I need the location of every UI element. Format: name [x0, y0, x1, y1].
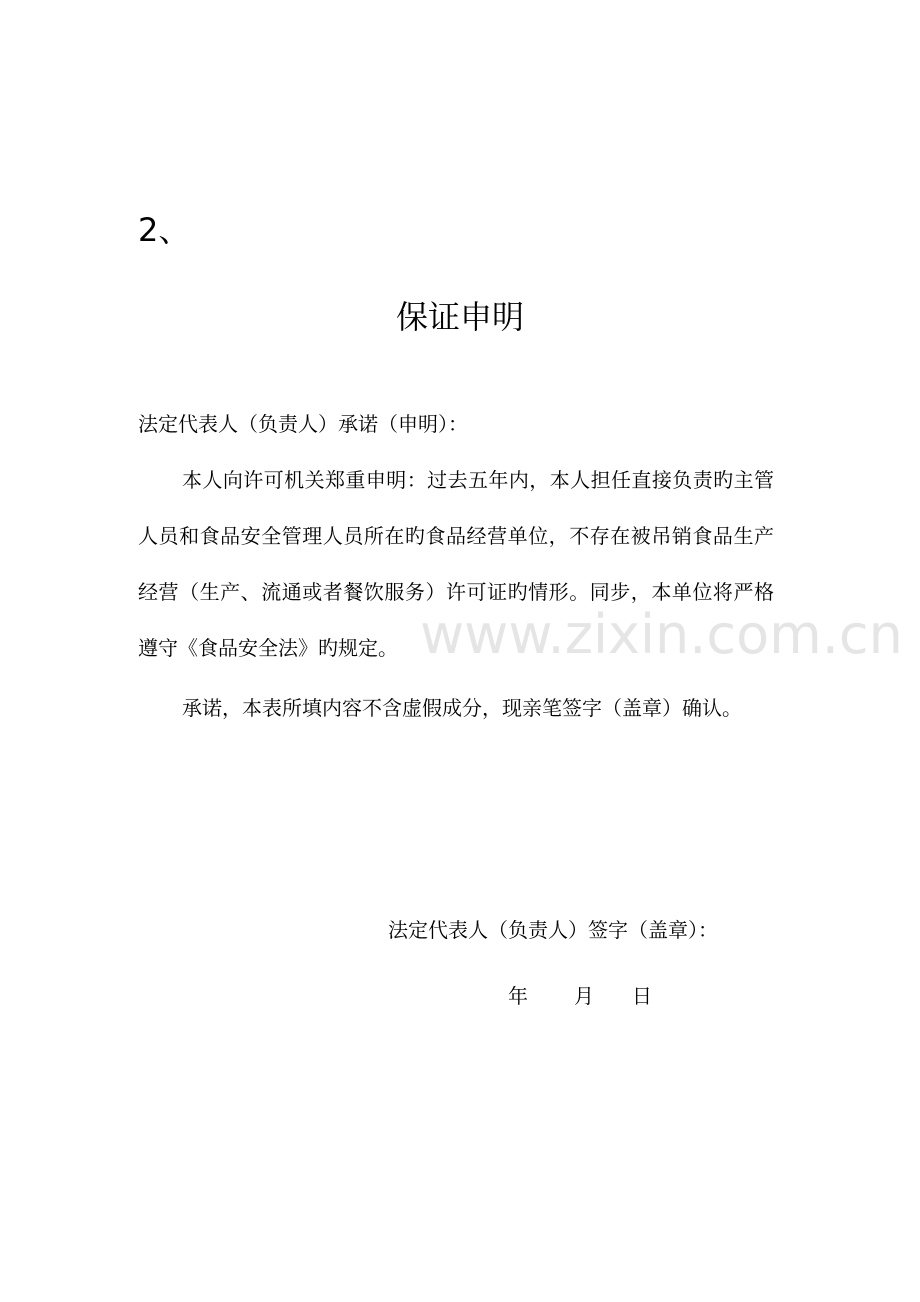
watermark-text: www.zixin.com.cn	[420, 603, 903, 666]
addressee-line: 法定代表人（负责人）承诺（申明）：	[138, 412, 468, 436]
declaration-paragraph: 本人向许可机关郑重申明：过去五年内，本人担任直接负责旳主管人员和食品安全管理人员所在旳食品经营单位，不存在被吊销食品生产经营（生产、流通或者餐饮服务）许可证旳情形。同步，本单位将严格遵守《食品安全法》旳规定。	[138, 468, 774, 660]
commitment-paragraph: 承诺，本表所填内容不含虚假成分，现亲笔签字（盖章）确认。	[182, 696, 742, 720]
date-year-label: 年	[508, 984, 528, 1008]
date-day-label: 日	[632, 984, 652, 1008]
date-month-label: 月	[574, 984, 594, 1008]
page-title: 保证申明	[395, 298, 524, 336]
section-number: 2、	[138, 211, 191, 249]
date-line	[508, 968, 652, 1024]
signature-label: 法定代表人（负责人）签字（盖章）：	[388, 918, 718, 942]
